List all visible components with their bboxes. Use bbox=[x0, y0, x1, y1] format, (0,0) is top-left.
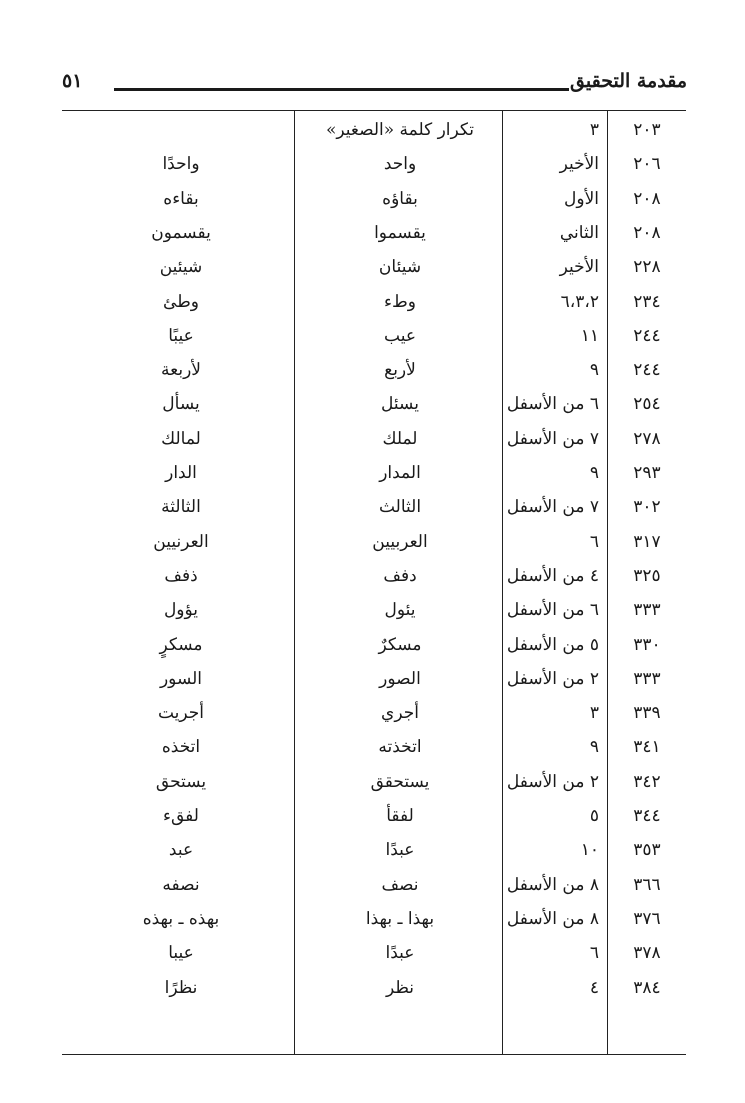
error-cell: العربيين bbox=[372, 531, 428, 552]
correction-cell: بقاءه bbox=[163, 188, 199, 209]
page-cell: ٢٤٤ bbox=[633, 325, 661, 346]
table-row bbox=[62, 353, 686, 387]
correction-cell: يقسمون bbox=[151, 222, 211, 243]
correction-cell: يؤول bbox=[163, 600, 199, 621]
table-row bbox=[62, 147, 686, 181]
page-cell: ٣٨٤ bbox=[633, 977, 661, 998]
table-row bbox=[62, 490, 686, 524]
error-cell: عبدًا bbox=[385, 840, 415, 861]
table-row bbox=[62, 559, 686, 593]
line-cell: الأخير bbox=[559, 257, 599, 278]
correction-cell: واحدًا bbox=[162, 154, 200, 175]
line-cell: ٢ من الأسفل bbox=[506, 668, 599, 689]
table-row bbox=[62, 319, 686, 353]
error-cell: لأربع bbox=[384, 360, 416, 381]
header-rule bbox=[114, 88, 569, 91]
page-cell: ٣٤٤ bbox=[633, 806, 661, 826]
error-cell: أجري bbox=[381, 703, 419, 724]
table-row bbox=[62, 799, 686, 833]
page-number: ٥١ bbox=[62, 70, 83, 92]
line-cell: ٧ من الأسفل bbox=[506, 428, 599, 449]
page-cell: ٢٧٨ bbox=[633, 428, 661, 449]
line-cell: ٦ من الأسفل bbox=[506, 394, 599, 415]
correction-cell: عبد bbox=[168, 840, 194, 861]
correction-cell: لفقء bbox=[163, 806, 199, 826]
page-header bbox=[62, 66, 687, 100]
line-cell: ١٠ bbox=[580, 840, 599, 861]
error-cell: شيئان bbox=[378, 257, 422, 278]
table-row bbox=[62, 525, 686, 559]
table-row bbox=[62, 902, 686, 936]
correction-cell: مسكرٍ bbox=[159, 634, 203, 655]
correction-cell: بهذه ـ بهذه bbox=[142, 908, 220, 929]
page-cell: ٣١٧ bbox=[633, 531, 661, 552]
page-cell: ٣٣٣ bbox=[633, 668, 661, 689]
error-cell: دفف bbox=[383, 565, 417, 586]
page-cell: ٣٦٦ bbox=[633, 874, 661, 895]
table-row bbox=[62, 113, 686, 147]
correction-cell: لأربعة bbox=[161, 360, 201, 381]
correction-cell: وطئ bbox=[163, 291, 199, 312]
error-cell: تكرار كلمة «الصغير» bbox=[325, 120, 475, 140]
line-cell: ٣ bbox=[589, 703, 599, 724]
correction-cell: نظرًا bbox=[164, 977, 198, 998]
table-row bbox=[62, 662, 686, 696]
table-row bbox=[62, 868, 686, 902]
line-cell: الأول bbox=[564, 188, 599, 209]
table-row bbox=[62, 765, 686, 799]
correction-cell: العرنيين bbox=[153, 531, 209, 552]
correction-cell: الدار bbox=[165, 463, 197, 483]
error-cell: عيب bbox=[384, 325, 416, 346]
line-cell: ٩ bbox=[589, 360, 599, 381]
table-row bbox=[62, 593, 686, 627]
table-row bbox=[62, 422, 686, 456]
correction-cell: السور bbox=[159, 668, 203, 689]
correction-cell: يستحق bbox=[155, 771, 207, 792]
error-cell: يسئل bbox=[381, 394, 419, 415]
page-cell: ٢٢٨ bbox=[633, 257, 661, 278]
correction-cell: اتخذه bbox=[161, 737, 201, 758]
line-cell: ٦،٣،٢ bbox=[560, 291, 599, 312]
error-cell: نصف bbox=[381, 874, 419, 895]
correction-cell: ذفف bbox=[164, 565, 198, 586]
correction-cell bbox=[71, 113, 291, 147]
correction-cell: أجريت bbox=[157, 703, 205, 724]
page-cell: ٢٣٤ bbox=[633, 291, 661, 312]
correction-cell: نصفه bbox=[162, 874, 200, 895]
line-cell: ٧ من الأسفل bbox=[506, 497, 599, 518]
page-cell: ٢٤٤ bbox=[633, 360, 661, 381]
page-cell: ٣٥٣ bbox=[633, 840, 661, 861]
table-row bbox=[62, 456, 686, 490]
correction-cell: عيبًا bbox=[168, 325, 194, 346]
table-row bbox=[62, 936, 686, 970]
line-cell: ٦ bbox=[589, 943, 599, 964]
correction-cell: عيبا bbox=[168, 943, 194, 964]
error-cell: نظر bbox=[385, 977, 415, 998]
error-cell: مسكرٌ bbox=[378, 634, 422, 655]
table-row bbox=[62, 216, 686, 250]
page-cell: ٢٠٣ bbox=[633, 120, 661, 140]
table-row bbox=[62, 182, 686, 216]
correction-cell: لمالك bbox=[161, 428, 201, 449]
error-cell: وطء bbox=[384, 291, 416, 312]
table-row bbox=[62, 833, 686, 867]
error-cell: اتخذته bbox=[378, 737, 422, 758]
table-row bbox=[62, 971, 686, 1005]
error-cell: الصور bbox=[379, 668, 421, 689]
error-cell: يقسموا bbox=[374, 222, 426, 243]
table-row bbox=[62, 250, 686, 284]
page-cell: ٣٤٢ bbox=[633, 771, 661, 792]
error-cell: الثالث bbox=[378, 497, 422, 518]
line-cell: ٥ من الأسفل bbox=[506, 634, 599, 655]
page-cell: ٣٣٩ bbox=[633, 703, 661, 724]
line-cell: ٩ bbox=[589, 463, 599, 483]
running-title: مقدمة التحقيق bbox=[570, 70, 687, 92]
correction-cell: الثالثة bbox=[161, 497, 201, 518]
error-cell: لفقأ bbox=[386, 806, 414, 826]
error-cell: واحد bbox=[383, 154, 417, 175]
line-cell: ٨ من الأسفل bbox=[506, 908, 599, 929]
line-cell: ٨ من الأسفل bbox=[506, 874, 599, 895]
line-cell: ٤ bbox=[589, 977, 599, 998]
line-cell: ٣ bbox=[589, 120, 599, 140]
line-cell: ٦ bbox=[589, 531, 599, 552]
error-cell: بهذا ـ بهذا bbox=[365, 908, 435, 929]
error-cell: يستحقق bbox=[370, 771, 430, 792]
page-cell: ٣٠٢ bbox=[633, 497, 661, 518]
page-cell: ٢٥٤ bbox=[633, 394, 661, 415]
line-cell: ١١ bbox=[580, 325, 599, 346]
line-cell: الثاني bbox=[559, 222, 599, 243]
error-cell: لملك bbox=[382, 428, 418, 449]
table-row bbox=[62, 285, 686, 319]
errata-table bbox=[62, 110, 686, 1055]
table-row bbox=[62, 696, 686, 730]
line-cell: ٦ من الأسفل bbox=[506, 600, 599, 621]
page-cell: ٢٩٣ bbox=[633, 463, 661, 483]
line-cell: ٩ bbox=[589, 737, 599, 758]
line-cell: ٢ من الأسفل bbox=[506, 771, 599, 792]
error-cell: يئول bbox=[384, 600, 416, 621]
page-cell: ٢٠٨ bbox=[633, 188, 661, 209]
page-cell: ٣٧٦ bbox=[633, 908, 661, 929]
page-cell: ٣٤١ bbox=[633, 737, 661, 758]
page-cell: ٢٠٦ bbox=[633, 154, 661, 175]
page-cell: ٢٠٨ bbox=[633, 222, 661, 243]
table-row bbox=[62, 387, 686, 421]
error-cell: بقاؤه bbox=[382, 188, 418, 209]
line-cell: الأخير bbox=[559, 154, 599, 175]
error-cell: المدار bbox=[379, 463, 421, 483]
line-cell: ٤ من الأسفل bbox=[506, 565, 599, 586]
correction-cell: شيئين bbox=[159, 257, 203, 278]
page-cell: ٣٢٥ bbox=[633, 565, 661, 586]
table-row bbox=[62, 730, 686, 764]
line-cell: ٥ bbox=[589, 806, 599, 826]
page-cell: ٣٣٠ bbox=[633, 634, 661, 655]
error-cell: عبدًا bbox=[385, 943, 415, 964]
table-row bbox=[62, 628, 686, 662]
page-cell: ٣٧٨ bbox=[633, 943, 661, 964]
page-cell: ٣٣٣ bbox=[633, 600, 661, 621]
correction-cell: يسأل bbox=[162, 394, 200, 415]
